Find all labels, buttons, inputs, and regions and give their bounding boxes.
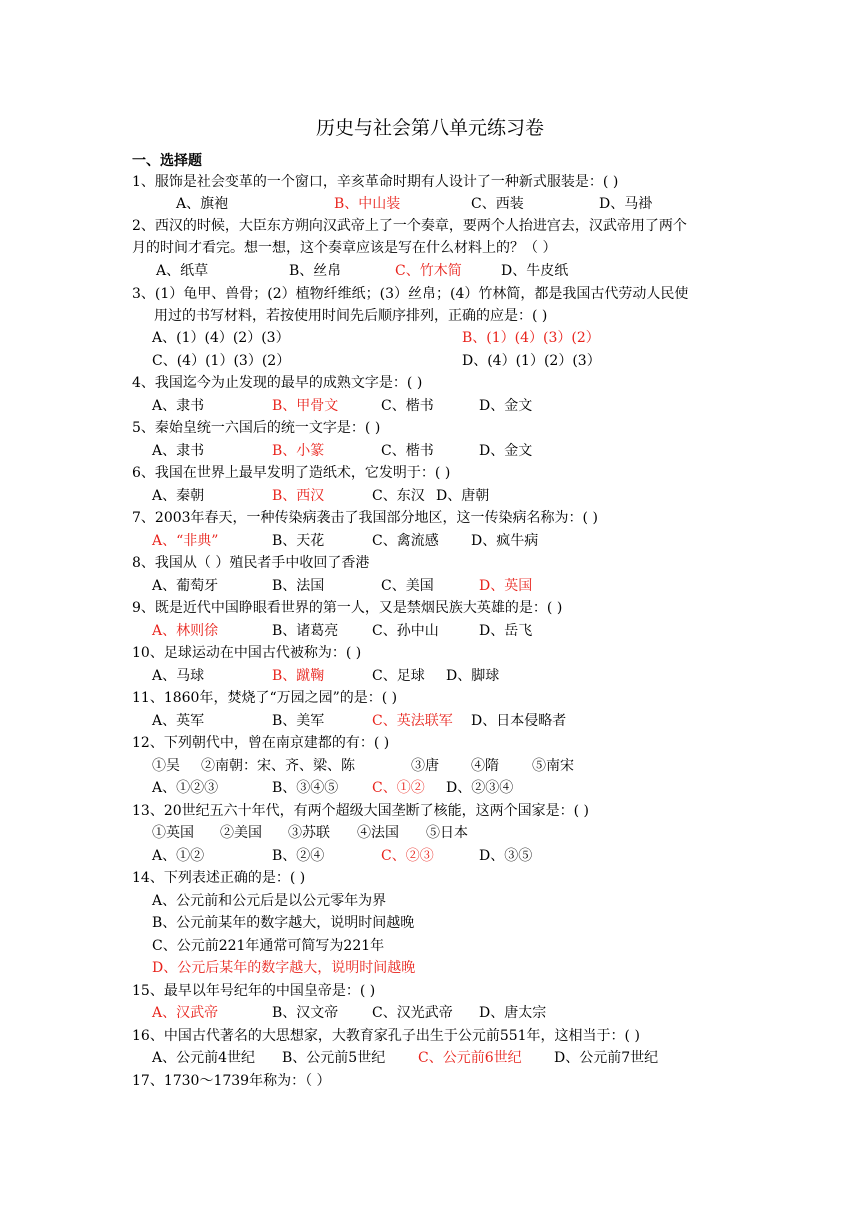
option-d: D、唐朝 [436,488,490,504]
option-d: D、脚球 [446,668,500,684]
option-b: B、美军 [272,713,325,729]
option-b: B、②④ [272,848,325,864]
question-3-options-row2 [0,351,600,371]
option-d: D、金文 [479,398,533,414]
option-d-answer: D、公元后某年的数字越大，说明时间越晚 [152,960,416,976]
question-11-options [0,711,600,731]
question-7-options [0,531,600,551]
question-12-options [0,778,600,798]
question-13-stem: 13、20世纪五六十年代，有两个超级大国垄断了核能，这两个国家是：( ) [132,803,590,819]
question-8-options [0,576,600,596]
question-13-items [0,823,600,843]
option-d: D、马褂 [599,196,653,212]
option-b-answer: B、蹴鞠 [272,668,325,684]
option-b: B、诸葛亮 [272,623,339,639]
item-4: ④法国 [357,825,399,841]
option-a: A、公元前4世纪 [152,1050,256,1066]
option-c: C、足球 [372,668,425,684]
question-3-stem-line2: 用过的书写材料，若按使用时间先后顺序排列，正确的应是：( ) [154,308,548,324]
option-c-answer: C、①② [372,780,425,796]
option-c-answer: C、竹木简 [395,263,462,279]
item-1: ①吴 [152,758,180,774]
question-5-stem: 5、秦始皇统一六国后的统一文字是：( ) [132,420,381,436]
option-b-answer: B、中山装 [334,196,401,212]
option-b-answer: B、(1）(4）(3）(2） [462,330,600,346]
option-a: A、隶书 [152,398,205,414]
question-1-options [0,194,653,214]
option-b: B、公元前5世纪 [282,1050,386,1066]
option-a-answer: A、汉武帝 [152,1005,219,1021]
option-b: B、③④⑤ [272,780,339,796]
option-d: D、日本侵略者 [471,713,567,729]
option-a: A、秦朝 [152,488,205,504]
option-c: C、禽流感 [372,533,439,549]
question-11-stem: 11、1860年，焚烧了“万园之园”的是：( ) [132,690,398,706]
option-a: A、英军 [152,713,205,729]
question-7-stem: 7、2003年春天，一种传染病袭击了我国部分地区，这一传染病名称为：( ) [132,510,598,526]
question-2-stem-line1: 2、西汉的时候，大臣东方朔向汉武帝上了一个奏章，要两个人抬进宫去，汉武帝用了两个 [132,218,687,234]
option-c: C、汉光武帝 [372,1005,453,1021]
question-4-options [0,396,600,416]
question-2-stem-line2: 月的时间才看完。想一想，这个奏章应该是写在什么材料上的？（ ） [132,240,557,256]
option-c: C、公元前221年通常可简写为221年 [152,938,385,954]
option-c: C、孙中山 [372,623,439,639]
option-c-answer: C、公元前6世纪 [418,1050,522,1066]
option-a: A、葡萄牙 [152,578,219,594]
option-d-answer: D、英国 [479,578,533,594]
option-c-answer: C、英法联军 [372,713,453,729]
question-9-options [0,621,600,641]
option-b: B、公元前某年的数字越大，说明时间越晚 [152,915,415,931]
question-17-stem: 17、1730～1739年称为：（ ） [132,1073,331,1089]
question-14-stem: 14、下列表述正确的是：( ) [132,870,306,886]
option-a: A、①② [152,848,205,864]
option-b: B、天花 [272,533,325,549]
question-3-options-row1 [0,328,600,348]
question-16-stem: 16、中国古代著名的大思想家，大教育家孔子出生于公元前551年，这相当于：( ) [132,1028,640,1044]
question-9-stem: 9、既是近代中国睁眼看世界的第一人，又是禁烟民族大英雄的是：( ) [132,600,563,616]
item-5: ⑤南宋 [532,758,574,774]
option-c: C、西装 [471,196,524,212]
question-6-options [0,486,600,506]
item-3: ③苏联 [288,825,330,841]
question-12-stem: 12、下列朝代中，曾在南京建都的有：( ) [132,735,390,751]
item-2: ②美国 [220,825,262,841]
option-a: A、隶书 [152,443,205,459]
question-12-items [0,756,600,776]
item-3: ③唐 [411,758,439,774]
option-a: A、马球 [152,668,205,684]
option-b-answer: B、西汉 [272,488,325,504]
question-5-options [0,441,600,461]
option-c: C、美国 [381,578,434,594]
option-a: A、纸草 [156,263,209,279]
option-d: D、③⑤ [479,848,533,864]
question-15-options [0,1003,600,1023]
option-c: C、(4）(1）(3）(2） [152,353,291,369]
option-d: D、岳飞 [479,623,533,639]
option-d: D、疯牛病 [471,533,539,549]
question-4-stem: 4、我国迄今为止发现的最早的成熟文字是：( ) [132,375,423,391]
question-8-stem: 8、我国从（ ）殖民者手中收回了香港 [132,555,370,571]
option-b-answer: B、甲骨文 [272,398,339,414]
option-a-answer: A、林则徐 [152,623,219,639]
option-c: C、楷书 [381,398,434,414]
option-c-answer: C、②③ [381,848,434,864]
option-d: D、(4）(1）(2）(3） [462,353,601,369]
option-d: D、唐太宗 [479,1005,547,1021]
option-a: A、①②③ [152,780,219,796]
item-1: ①英国 [152,825,194,841]
question-6-stem: 6、我国在世界上最早发明了造纸术，它发明于：( ) [132,465,451,481]
item-5: ⑤日本 [426,825,468,841]
option-d: D、公元前7世纪 [554,1050,659,1066]
option-a: A、公元前和公元后是以公元零年为界 [152,893,387,909]
option-b: B、丝帛 [289,263,342,279]
option-d: D、金文 [479,443,533,459]
question-2-options [0,261,600,281]
question-15-stem: 15、最早以年号纪年的中国皇帝是：( ) [132,983,376,999]
question-10-stem: 10、足球运动在中国古代被称为：( ) [132,645,362,661]
page-title: 历史与社会第八单元练习卷 [315,117,544,139]
option-c: C、楷书 [381,443,434,459]
option-a: A、旗袍 [176,196,229,212]
question-3-stem-line1: 3、(1）龟甲、兽骨；(2）植物纤维纸；(3）丝帛；(4）竹林简，都是我国古代劳动人民使 [132,286,689,302]
option-b: B、汉文帝 [272,1005,339,1021]
option-a: A、(1）(4）(2）(3） [152,330,290,346]
section-heading: 一、选择题 [132,153,202,169]
question-10-options [0,666,600,686]
option-d: D、②③④ [446,780,514,796]
option-d: D、牛皮纸 [501,263,569,279]
option-c: C、东汉 [372,488,425,504]
option-b: B、法国 [272,578,325,594]
question-16-options [0,1048,659,1068]
question-1-stem: 1、服饰是社会变革的一个窗口，辛亥革命时期有人设计了一种新式服装是：( ) [132,174,619,190]
option-a-answer: A、“非典” [152,533,219,549]
question-13-options [0,846,600,866]
item-2: ②南朝：宋、齐、梁、陈 [201,758,355,774]
option-b-answer: B、小篆 [272,443,325,459]
item-4: ④隋 [471,758,499,774]
